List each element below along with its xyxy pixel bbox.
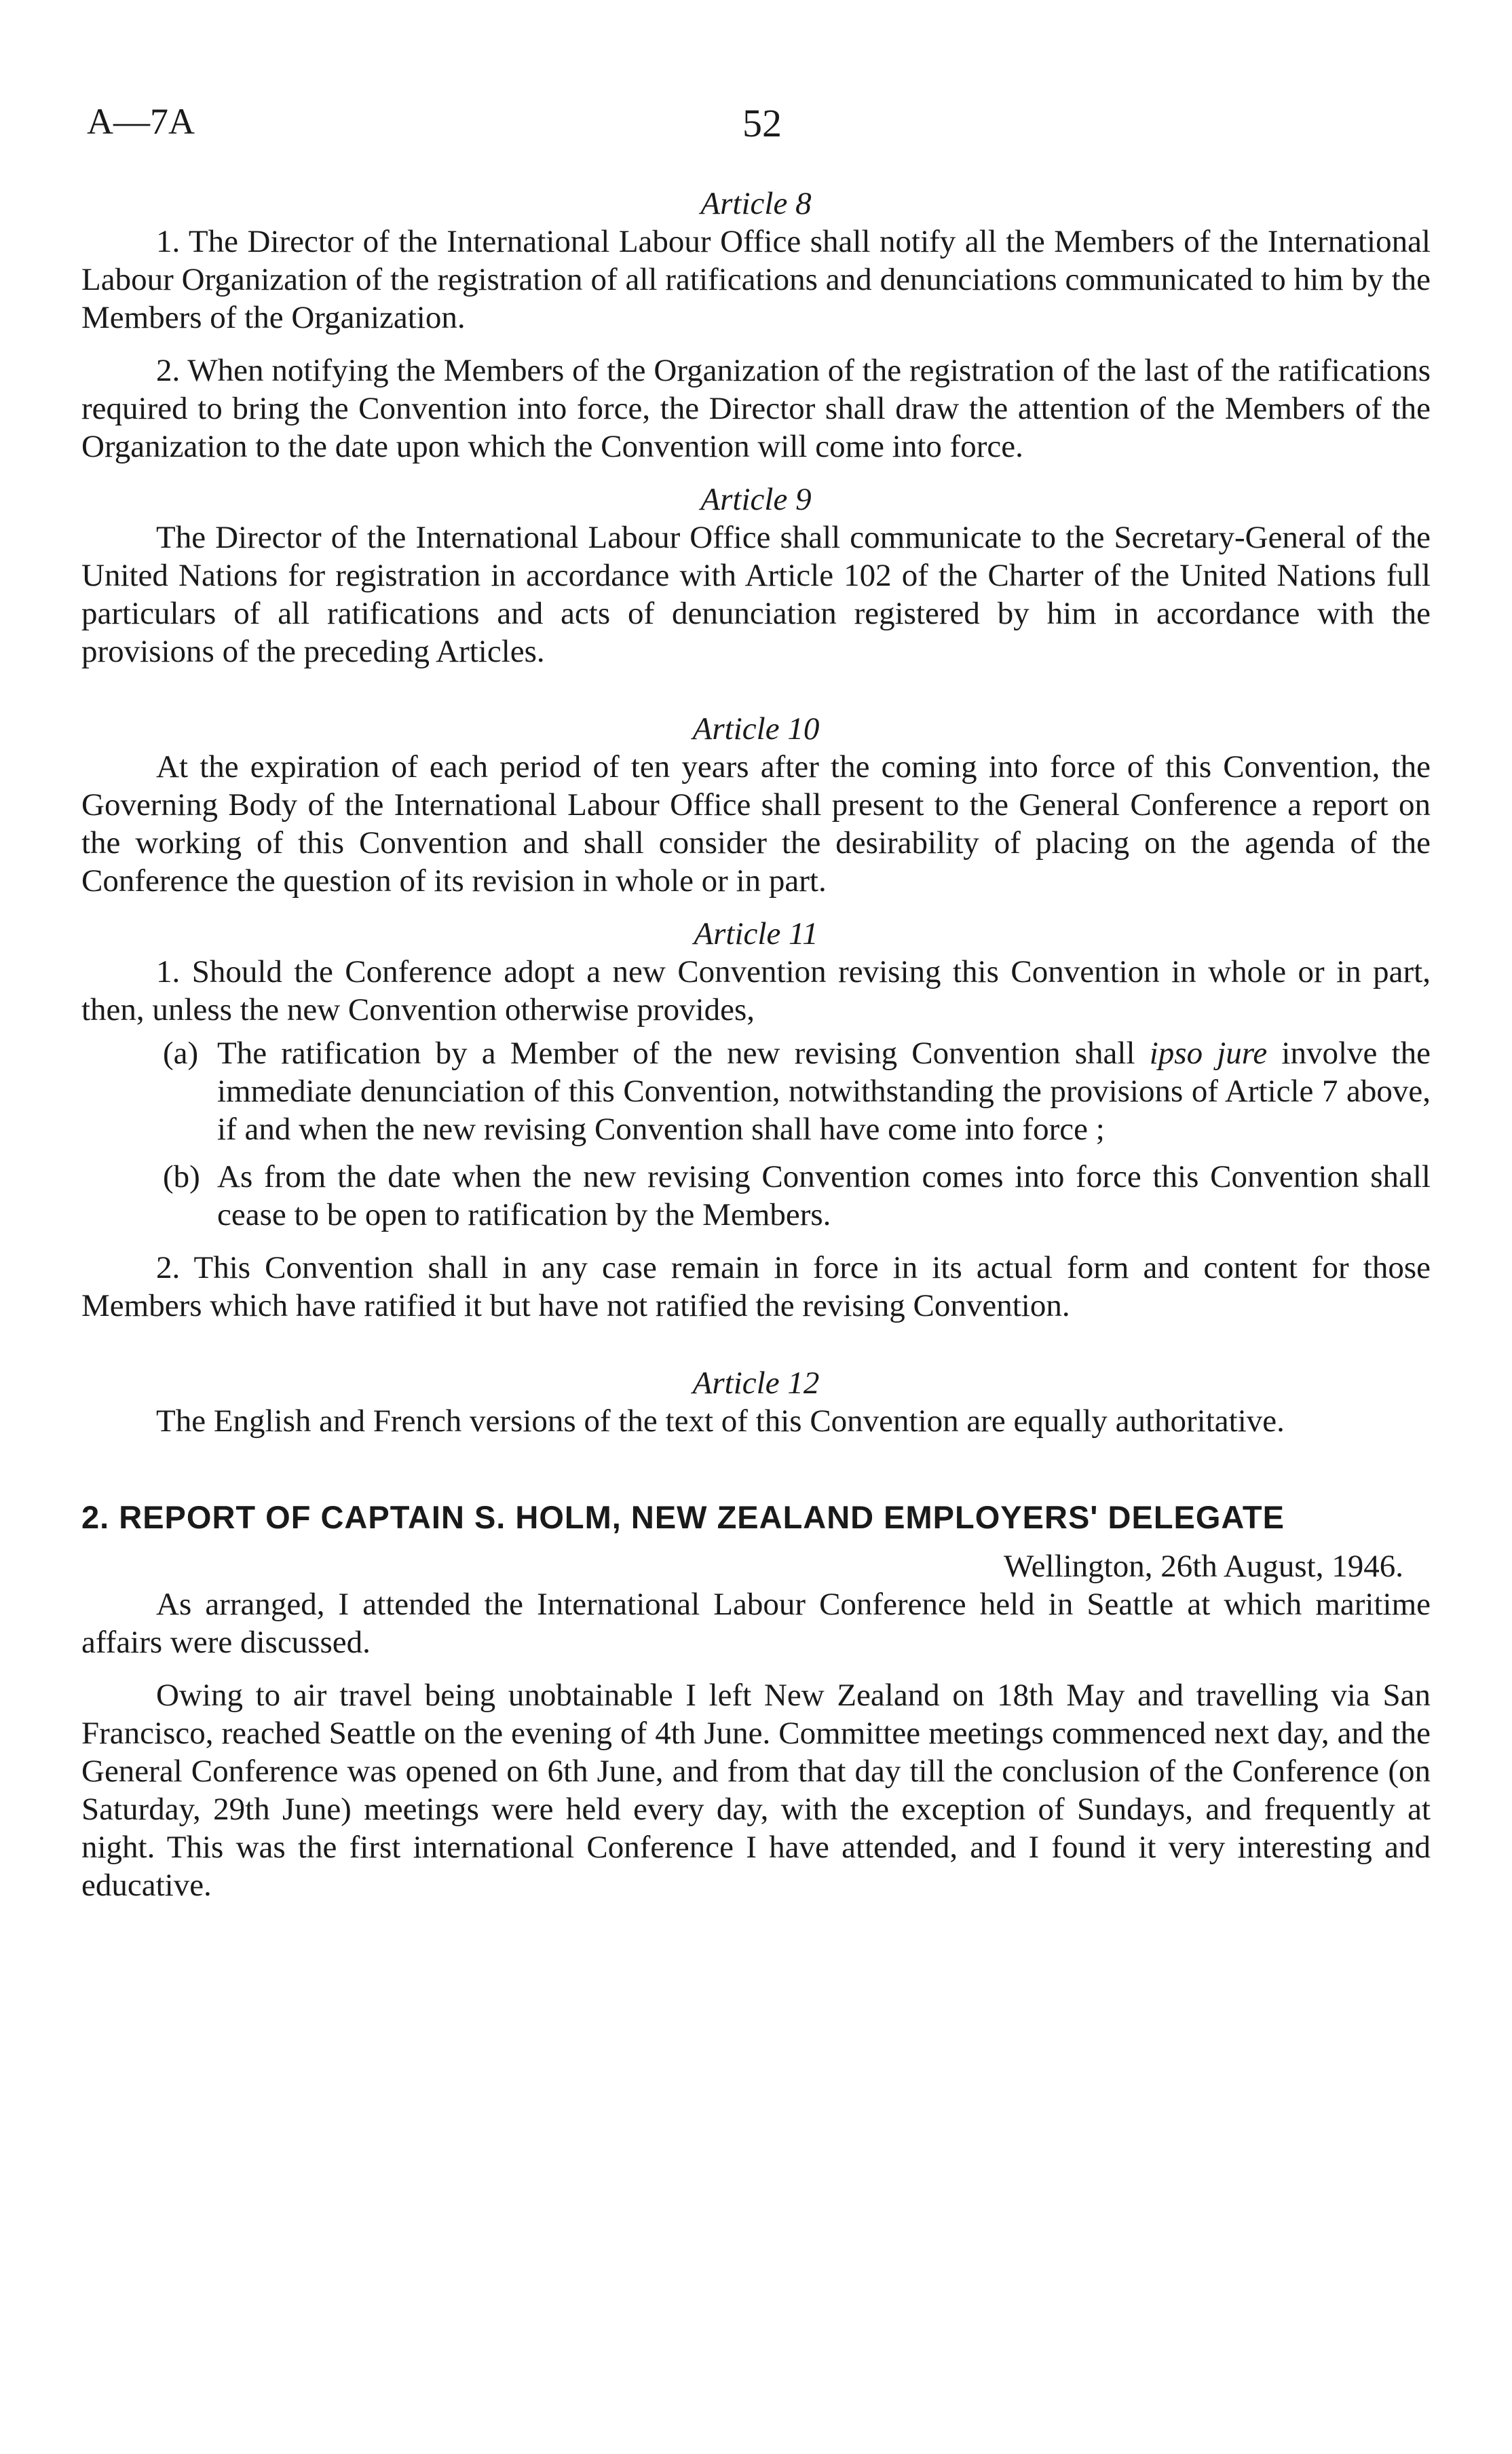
article-11-item-b	[81, 1158, 1431, 1234]
item-a-text	[217, 1034, 1431, 1148]
report-dateline: Wellington, 26th August, 1946.	[1004, 1549, 1403, 1584]
report-paragraph-1: As arranged, I attended the International Labour Conference held in Seattle at which maritime affairs were discussed.	[81, 1587, 1431, 1660]
article-12	[81, 1364, 1431, 1440]
article-11-paragraph-1: 1. Should the Conference adopt a new Convention revising this Convention in whole or in part, then, unless the new Convention otherwise provides,	[81, 954, 1431, 1027]
article-10-paragraph-1: At the expiration of each period of ten years after the coming into force of this Convention, the Governing Body of the International Labour Office shall present to the General Conference a report on the working of this Convention and shall consider the desirability of placing on the agenda of the Conference the question of its revision in whole or in part.	[81, 749, 1431, 899]
article-9	[81, 480, 1431, 671]
item-a-text-start: The ratification by a Member of the new revising Convention shall	[217, 1036, 1150, 1071]
article-8	[81, 185, 1431, 466]
running-head: A—7A	[87, 101, 195, 142]
article-11	[81, 915, 1431, 1325]
article-8-paragraph-1: 1. The Director of the International Labour Office shall notify all the Members of the International Labour Organization of the registration of all ratifications and denunciations communicated to him by the Members of the Organization.	[81, 224, 1431, 335]
article-9-paragraph-1: The Director of the International Labour Office shall communicate to the Secretary-General of the United Nations for registration in accordance with Article 102 of the Charter of the United Nations full particulars of all ratifications and acts of denunciation registered by him in accordance with the provisions of the preceding Articles.	[81, 520, 1431, 669]
page-number: 52	[742, 101, 782, 145]
article-11-heading: Article 11	[694, 916, 818, 951]
report-title: 2. REPORT OF CAPTAIN S. HOLM, NEW ZEALAND EMPLOYERS' DELEGATE	[81, 1499, 1285, 1535]
body-text	[81, 185, 1431, 1904]
article-11-item-a	[81, 1034, 1431, 1148]
article-12-paragraph-1: The English and French versions of the text of this Convention are equally authoritative.	[156, 1403, 1285, 1439]
item-a-label: (a)	[163, 1036, 199, 1071]
item-b-label: (b)	[163, 1159, 200, 1194]
article-12-heading: Article 12	[692, 1365, 820, 1401]
report-paragraph-2: Owing to air travel being unobtainable I left New Zealand on 18th May and travelling via San Francisco, reached Seattle on the evening of 4th June. Committee meetings commenced next day, and the General Conference was opened on 6th June, and from that day till the conclusion of the Conference (on Saturday, 29th June) meetings were held every day, with the exception of Sundays, and frequently at night. This was the first international Conference I have attended, and I found it very interesting and educative.	[81, 1678, 1431, 1903]
article-8-heading: Article 8	[700, 186, 812, 221]
item-b-text: As from the date when the new revising Convention comes into force this Convention shall cease to be open to ratification by the Members.	[217, 1159, 1431, 1232]
article-10-heading: Article 10	[692, 711, 820, 747]
article-10	[81, 710, 1431, 900]
report-section	[81, 1497, 1431, 1904]
article-8-paragraph-2: 2. When notifying the Members of the Organization of the registration of the last of the ratifications required to bring the Convention into force, the Director shall draw the attention of the Members of the Organization to the date upon which the Convention will come into force.	[81, 353, 1431, 464]
item-a-italic-term: ipso jure	[1149, 1036, 1268, 1071]
article-11-paragraph-2: 2. This Convention shall in any case remain in force in its actual form and content for those Members which have ratified it but have not ratified the revising Convention.	[81, 1250, 1431, 1323]
article-9-heading: Article 9	[700, 482, 812, 517]
item-a-text-end: involve the immediate denunciation of this Convention, notwithstanding the provisions of Article 7 above, if and when the new revising Convention shall have come into force ;	[217, 1036, 1431, 1147]
